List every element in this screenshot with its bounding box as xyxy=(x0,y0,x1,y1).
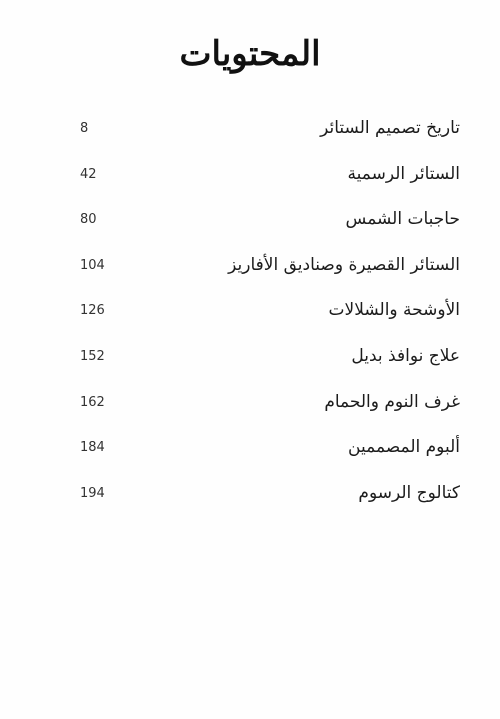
toc-entry-page-number: 104 xyxy=(80,257,105,273)
toc-entry[interactable] xyxy=(0,477,500,523)
page-title: المحتويات xyxy=(179,34,321,74)
toc-entry-page-number: 184 xyxy=(80,440,105,456)
toc-entry-title: الستائر الرسمية xyxy=(347,163,460,184)
toc-entry-title: تاريخ تصميم الستائر xyxy=(320,118,460,138)
toc-entry[interactable] xyxy=(0,249,500,295)
toc-entry-title: غرف النوم والحمام xyxy=(324,391,460,412)
toc-entry-title: حاجبات الشمس xyxy=(345,209,460,230)
toc-entry-title: الستائر القصيرة وصناديق الأفاريز xyxy=(228,254,460,275)
toc-entry[interactable] xyxy=(0,112,500,158)
toc-entry[interactable] xyxy=(0,294,500,340)
toc-entry-title: علاج نوافذ بديل xyxy=(351,345,460,366)
toc-entry-page-number: 126 xyxy=(80,303,105,319)
toc-entry-page-number: 8 xyxy=(80,121,89,136)
toc-entry-title: كتالوج الرسوم xyxy=(358,482,460,503)
toc-entry-page-number: 162 xyxy=(80,394,105,410)
toc-entry[interactable] xyxy=(0,386,500,432)
table-of-contents xyxy=(0,112,500,522)
toc-entry[interactable] xyxy=(0,340,500,386)
toc-entry-page-number: 80 xyxy=(80,212,97,228)
toc-entry-page-number: 152 xyxy=(80,348,105,364)
toc-entry[interactable] xyxy=(0,203,500,249)
toc-entry-page-number: 42 xyxy=(80,166,97,182)
toc-entry-title: ألبوم المصممين xyxy=(348,437,460,458)
toc-entry-title: الأوشحة والشلالات xyxy=(328,300,460,321)
toc-entry-page-number: 194 xyxy=(80,485,105,501)
toc-entry[interactable] xyxy=(0,158,500,204)
toc-entry[interactable] xyxy=(0,431,500,477)
